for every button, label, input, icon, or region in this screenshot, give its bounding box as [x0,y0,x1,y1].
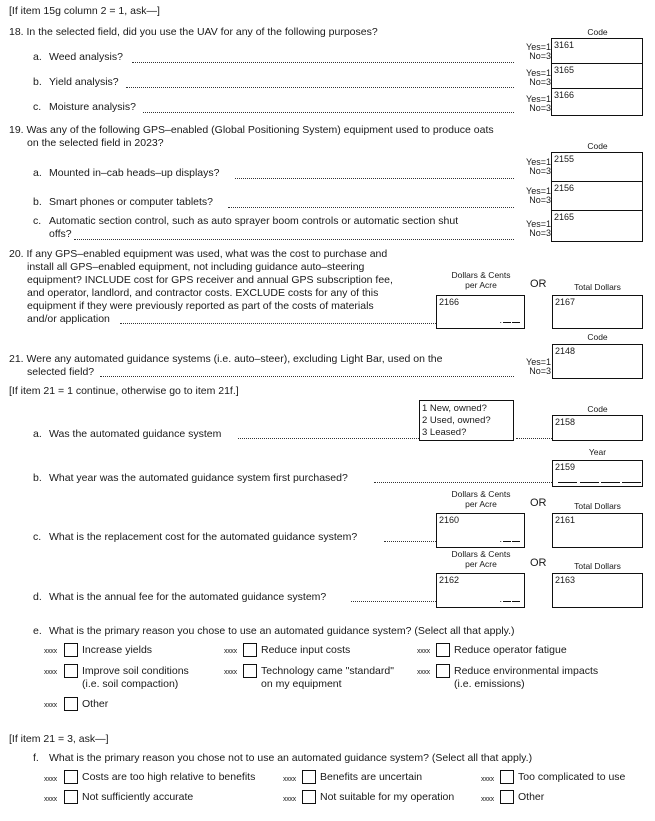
q21a-leader [238,438,419,439]
q18c-yes-no: Yes=1 No=3 [526,94,551,113]
q21b-leader [374,482,552,483]
q20-question-line3: equipment? INCLUDE cost for GPS receiver and annual GPS subscription fee, [27,274,393,286]
q18b-label: Yield analysis? [49,76,119,88]
q21e-other-checkbox[interactable] [64,697,78,711]
q21c-total-header: Total Dollars [574,501,621,511]
q21-code-header: Code [587,332,608,342]
q21-yes-no: Yes=1 No=3 [526,357,551,376]
q19-question-line2: on the selected field in 2023? [27,137,164,149]
year-digit-2 [580,482,599,483]
q21e-reduce-operator-fatigue-label: Reduce operator fatigue [454,644,567,656]
q19b-leader [228,207,514,208]
year-digit-1 [558,482,577,483]
q21f-skip-instruction: [If item 21 = 3, ask—] [9,733,109,745]
q20-question-line5: equipment if they were previously reported as part of the costs of materials [27,300,374,312]
q21f-not-suitable-label: Not suitable for my operation [320,791,455,803]
q18b-letter: b. [33,76,42,88]
decimal-cents-marker: . [499,315,520,325]
q19a-label: Mounted in–cab heads–up displays? [49,167,220,179]
q18a-label: Weed analysis? [49,51,123,63]
decimal-cents-marker: . [499,534,520,544]
q21b-letter: b. [33,472,42,484]
q21c-per-acre-input[interactable]: 2160 . [436,513,525,548]
q21a-label: Was the automated guidance system [49,428,222,440]
q21f-question: What is the primary reason you chose not to use an automated guidance system? (Select all that apply.) [49,752,533,764]
q21-question-line2: selected field? [27,366,95,378]
q21d-label: What is the annual fee for the automated guidance system? [49,591,327,603]
q18-code-header: Code [587,27,608,37]
q19b-label: Smart phones or computer tablets? [49,196,214,208]
q21c-or-label: OR [530,497,547,509]
q20-total-input[interactable]: 2167 [552,295,643,329]
q18a-leader [132,62,514,63]
q18-skip-instruction: [If item 15g column 2 = 1, ask—] [9,5,160,17]
q18c-leader [143,112,514,113]
q19c-leader [74,239,514,240]
q19c-code-box[interactable]: 2165 [551,210,643,242]
q19c-label-line2: offs? [49,228,72,240]
q21f-opt4-code: xxxx [44,796,57,803]
q21d-leader [351,601,436,602]
q21d-total-input[interactable]: 2163 [552,573,643,608]
q21e-question: What is the primary reason you chose to use an automated guidance system? (Select all that apply.) [49,625,515,637]
q20-leader [120,323,436,324]
q18c-label: Moisture analysis? [49,101,136,113]
q21d-letter: d. [33,591,42,603]
q19a-code-box[interactable]: 2155 [551,152,643,182]
q21c-label: What is the replacement cost for the automated guidance system? [49,531,358,543]
q21f-too-complicated-checkbox[interactable] [500,770,514,784]
q20-or-label: OR [530,278,547,290]
q19a-yes-no: Yes=1 No=3 [526,157,551,176]
q21f-costs-too-high-label: Costs are too high relative to benefits [82,771,256,783]
q21f-not-accurate-checkbox[interactable] [64,790,78,804]
q18b-code-box[interactable]: 3165 [551,63,643,89]
q21e-other-label: Other [82,698,109,710]
q21b-label: What year was the automated guidance system first purchased? [49,472,348,484]
q21a-option-used-owned: 2 Used, owned? [422,415,491,426]
q21e-reduce-input-costs-checkbox[interactable] [243,643,257,657]
q21e-reduce-input-costs-label: Reduce input costs [261,644,351,656]
q19b-letter: b. [33,196,42,208]
q19c-label-line1: Automatic section control, such as auto sprayer boom controls or automatic section shut [49,215,459,227]
q20-question-line6: and/or application [27,313,110,325]
q21f-not-suitable-checkbox[interactable] [302,790,316,804]
q21f-opt1-code: xxxx [44,776,57,783]
q19b-code-box[interactable]: 2156 [551,181,643,211]
q21-question-line1: 21. Were any automated guidance systems (i.e. auto–steer), excluding Light Bar, used on the [9,353,443,365]
q21c-total-input[interactable]: 2161 [552,513,643,548]
q18b-yes-no: Yes=1 No=3 [526,68,551,87]
q18-question: 18. In the selected field, did you use the UAV for any of the following purposes? [9,26,378,38]
q18a-letter: a. [33,51,42,63]
q21f-opt6-code: xxxx [481,796,494,803]
q21a-leader-2 [516,438,552,439]
q21-leader [100,376,514,377]
q21e-letter: e. [33,625,42,637]
q21a-options-box [419,400,514,441]
q21f-too-complicated-label: Too complicated to use [518,771,626,783]
q21-skip-instruction: [If item 21 = 1 continue, otherwise go to item 21f.] [9,385,239,397]
q21f-opt3-code: xxxx [481,776,494,783]
q18a-code-box[interactable]: 3161 [551,38,643,64]
q20-total-header: Total Dollars [574,282,621,292]
q19-question-line1: 19. Was any of the following GPS–enabled (Global Positioning System) equipment used to produce oats [9,124,494,136]
q21a-option-new-owned: 1 New, owned? [422,403,487,414]
q21e-opt5-code: xxxx [224,669,237,676]
q21f-other-checkbox[interactable] [500,790,514,804]
q21e-reduce-operator-fatigue-checkbox[interactable] [436,643,450,657]
q21e-opt3-code: xxxx [417,648,430,655]
q21e-reduce-environmental-label: Reduce environmental impacts (i.e. emissions) [454,665,599,690]
q21c-letter: c. [33,531,42,543]
q18c-letter: c. [33,101,42,113]
q20-question-line2: install all GPS–enabled equipment, not including guidance auto–steering [27,261,365,273]
q21e-opt7-code: xxxx [44,702,57,709]
q21b-year-input[interactable]: 2159 [552,460,643,487]
q21e-reduce-environmental-checkbox[interactable] [436,664,450,678]
q21f-opt2-code: xxxx [283,776,296,783]
q21d-total-header: Total Dollars [574,561,621,571]
year-digit-4 [622,482,641,483]
q21f-opt5-code: xxxx [283,796,296,803]
q21a-code-header: Code [587,404,608,414]
q21e-opt6-code: xxxx [417,669,430,676]
q21f-benefits-uncertain-label: Benefits are uncertain [320,771,423,783]
q21e-technology-standard-label: Technology came "standard" on my equipment [261,665,394,690]
q21e-increase-yields-checkbox[interactable] [64,643,78,657]
q21f-not-accurate-label: Not sufficiently accurate [82,791,194,803]
q19a-leader [235,178,514,179]
q21a-option-leased: 3 Leased? [422,427,467,438]
decimal-cents-marker: . [499,594,520,604]
q21f-benefits-uncertain-checkbox[interactable] [302,770,316,784]
q19b-yes-no: Yes=1 No=3 [526,186,551,205]
q21a-letter: a. [33,428,42,440]
q19-code-header: Code [587,141,608,151]
q21f-other-label: Other [518,791,545,803]
q21f-costs-too-high-checkbox[interactable] [64,770,78,784]
q18c-code-box[interactable]: 3166 [551,88,643,116]
q19c-letter: c. [33,215,42,227]
q21d-or-label: OR [530,557,547,569]
q21e-technology-standard-checkbox[interactable] [243,664,257,678]
q21a-code-box[interactable]: 2158 [552,415,643,441]
q19a-letter: a. [33,167,42,179]
q21e-opt2-code: xxxx [224,648,237,655]
q21e-improve-soil-label: Improve soil conditions (i.e. soil compaction) [82,665,189,690]
q21e-improve-soil-checkbox[interactable] [64,664,78,678]
q21f-letter: f. [33,752,39,764]
q21-code-box[interactable]: 2148 [552,344,643,379]
q19c-yes-no: Yes=1 No=3 [526,219,551,238]
q21e-opt1-code: xxxx [44,648,57,655]
q20-per-acre-header: Dollars & Cents per Acre [451,270,511,290]
q21e-increase-yields-label: Increase yields [82,644,153,656]
q20-question-line4: and operator, landlord, and contractor costs. EXCLUDE costs for any of this [27,287,379,299]
q21e-opt4-code: xxxx [44,669,57,676]
q20-per-acre-input[interactable]: 2166 . [436,295,525,329]
q21d-per-acre-header: Dollars & Cents per Acre [451,549,511,569]
q21c-per-acre-header: Dollars & Cents per Acre [451,489,511,509]
q21b-year-header: Year [588,447,607,457]
q21c-leader [384,541,436,542]
q18a-yes-no: Yes=1 No=3 [526,42,551,61]
year-digit-3 [601,482,620,483]
q20-question-line1: 20. If any GPS–enabled equipment was used, what was the cost to purchase and [9,248,388,260]
q21d-per-acre-input[interactable]: 2162 . [436,573,525,608]
q18b-leader [126,87,514,88]
